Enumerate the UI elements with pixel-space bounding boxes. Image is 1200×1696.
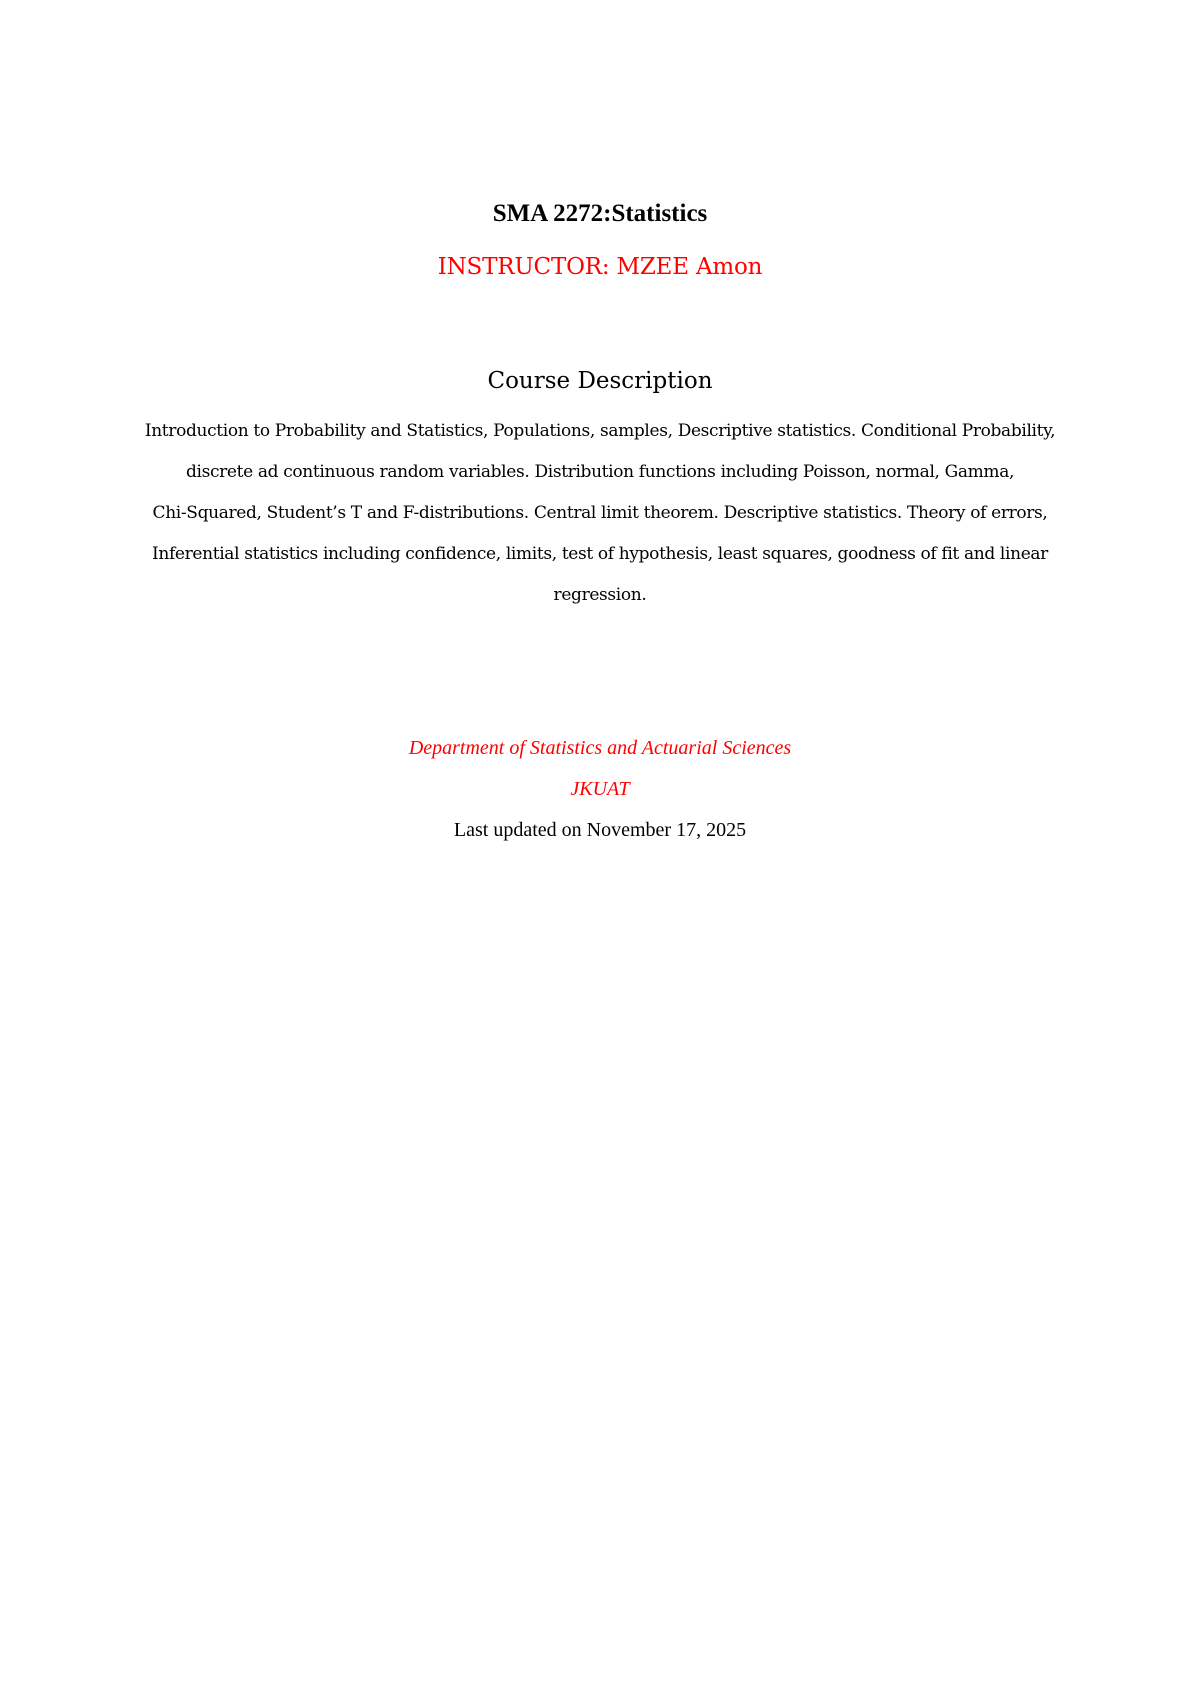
description-line: Inferential statistics including confidence, limits, test of hypothesis, least squares, goodness of fit and linear xyxy=(152,544,1048,564)
description-line: Introduction to Probability and Statistics, Populations, samples, Descriptive statistics. Conditional Probability, xyxy=(144,421,1056,441)
course-description xyxy=(100,411,1100,616)
instructor-line: INSTRUCTOR: MZEE Amon xyxy=(437,254,763,280)
institution-name: JKUAT xyxy=(570,778,630,800)
last-updated: Last updated on November 17, 2025 xyxy=(453,819,747,841)
course-title: SMA 2272:Statistics xyxy=(492,200,708,227)
section-heading: Course Description xyxy=(487,368,713,394)
description-line: Chi-Squared, Student’s T and F-distributions. Central limit theorem. Descriptive statistics. Theory of errors, xyxy=(152,503,1048,523)
department-name: Department of Statistics and Actuarial Sciences xyxy=(408,737,792,759)
description-line: discrete ad continuous random variables. Distribution functions including Poisson, normal, Gamma, xyxy=(185,462,1015,482)
description-line: regression. xyxy=(553,585,647,605)
